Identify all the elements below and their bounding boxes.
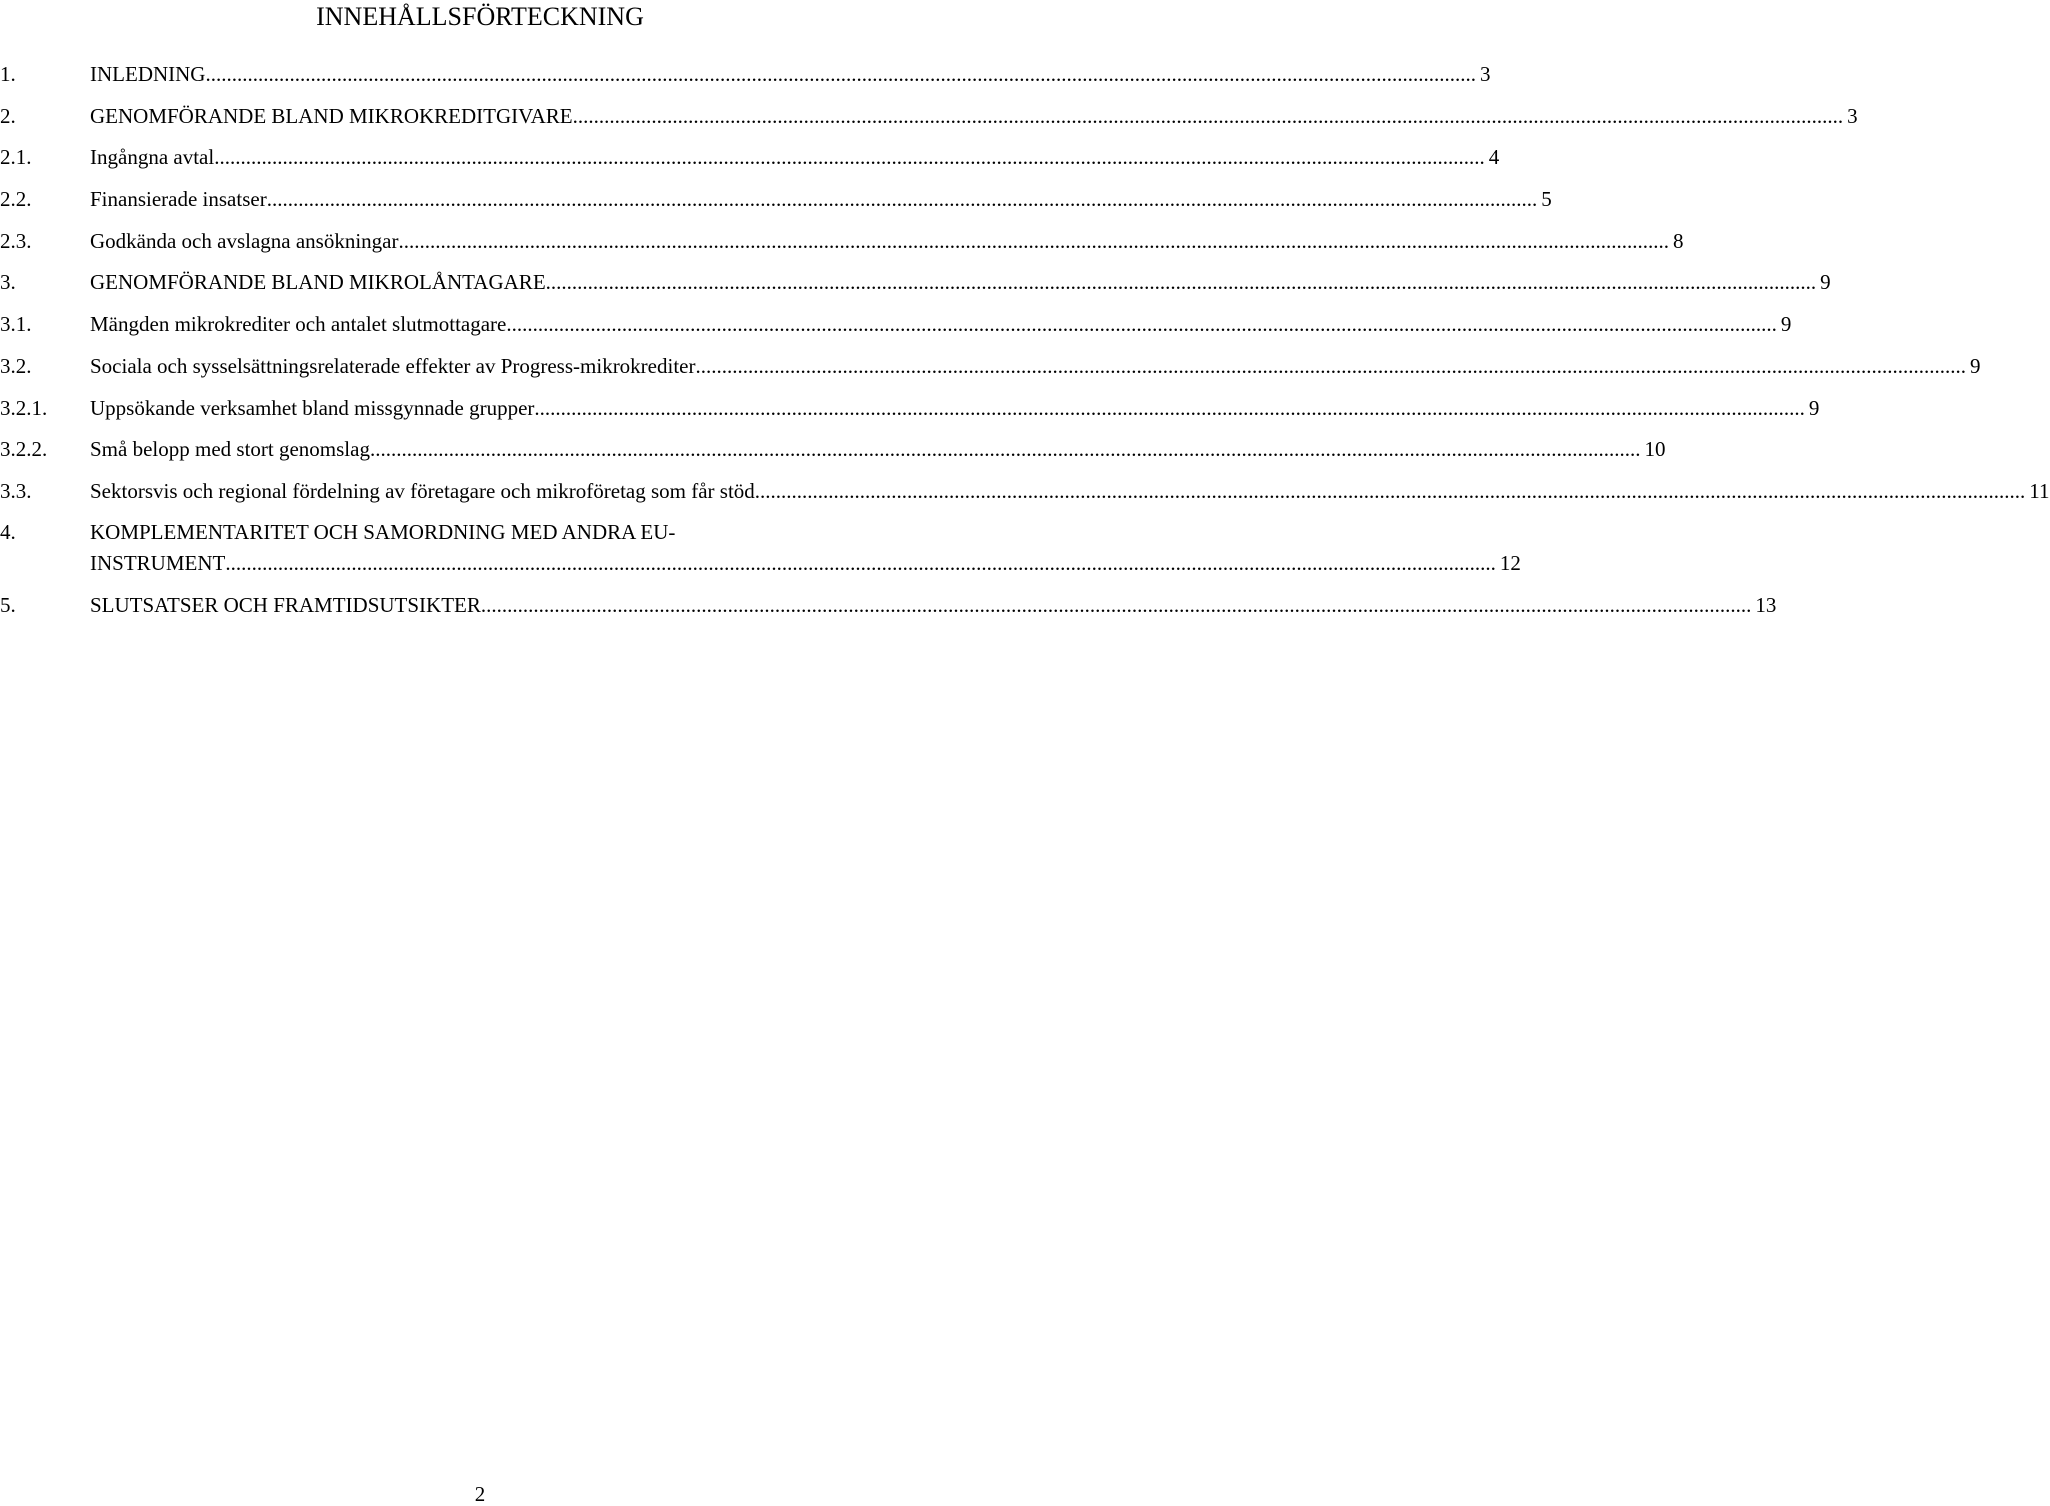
toc-entry-number: 3.2. (0, 353, 32, 378)
toc-entry-page: 3 (1847, 103, 1858, 128)
toc-dot-leader (481, 589, 1752, 621)
toc-entry-page: 12 (1499, 550, 1521, 575)
toc-entry-sma-belopp[interactable] (0, 433, 1666, 465)
toc-entry-number: 3.1. (0, 312, 32, 337)
toc-entry-page: 8 (1673, 228, 1684, 253)
toc-entry-title: Uppsökande verksamhet bland missgynnade grupper (90, 395, 535, 420)
toc-entry-page: 3 (1479, 62, 1491, 86)
toc-dot-leader (695, 350, 1966, 382)
toc-entry-number: 3.3. (0, 478, 32, 503)
toc-entry-number: 2.3. (0, 228, 32, 253)
toc-entry-page: 11 (2029, 478, 2050, 503)
toc-entry-title: Sektorsvis och regional fördelning av företagare och mikroföretag som får stöd (90, 478, 755, 503)
toc-entry-title: Ingångna avtal (90, 145, 215, 170)
page-number: 2 (474, 1482, 486, 1506)
toc-dot-leader (534, 392, 1805, 424)
toc-dot-leader (205, 58, 1476, 90)
toc-dot-leader (225, 548, 1496, 578)
toc-dot-leader (573, 100, 1844, 132)
toc-entry-number: 4. (0, 519, 16, 544)
toc-dot-leader (546, 266, 1817, 298)
toc-entry-title-line2: INSTRUMENT (90, 550, 226, 575)
toc-entry-page: 9 (1820, 270, 1831, 295)
toc-entry-page: 5 (1541, 187, 1552, 212)
toc-entry-number: 5. (0, 592, 16, 617)
toc-entry-uppsokande-verksamhet[interactable] (0, 392, 1820, 424)
table-of-contents (0, 58, 2050, 630)
toc-entry-title: INLEDNING (90, 62, 206, 86)
toc-dot-leader (755, 475, 2026, 507)
toc-entry-finansierade-insatser[interactable] (0, 183, 1552, 215)
toc-entry-komplementaritet[interactable] (0, 517, 1521, 578)
toc-entry-title: SLUTSATSER OCH FRAMTIDSUTSIKTER (90, 592, 481, 617)
toc-entry-number: 2. (0, 103, 16, 128)
page-title: INNEHÅLLSFÖRTECKNING (316, 2, 644, 31)
toc-entry-title: Mängden mikrokrediter och antalet slutmottagare (90, 312, 507, 337)
toc-entry-number: 3. (0, 270, 16, 295)
toc-dot-leader (267, 183, 1538, 215)
toc-entry-page: 10 (1644, 437, 1666, 462)
toc-entry-number: 3.2.2. (0, 437, 48, 462)
toc-entry-ingangna-avtal[interactable] (0, 141, 1500, 173)
toc-entry-number: 1. (0, 62, 16, 86)
toc-entry-page: 13 (1755, 592, 1777, 617)
toc-entry-mikrolantagare[interactable] (0, 266, 1831, 298)
toc-entry-title: Sociala och sysselsättningsrelaterade effekter av Progress-mikrokrediter (90, 353, 696, 378)
toc-entry-page: 9 (1969, 353, 1981, 378)
toc-entry-page: 9 (1780, 312, 1792, 337)
toc-entry-page: 4 (1488, 145, 1500, 170)
toc-entry-number: 2.2. (0, 187, 32, 212)
toc-entry-godkanda-ansokningar[interactable] (0, 225, 1684, 257)
toc-entry-mangden-mikrokrediter[interactable] (0, 308, 1792, 340)
toc-entry-sociala-effekter[interactable] (0, 350, 1981, 382)
toc-entry-title-line1: KOMPLEMENTARITET OCH SAMORDNING MED ANDRA EU- (90, 520, 676, 545)
toc-entry-title: GENOMFÖRANDE BLAND MIKROLÅNTAGARE (90, 270, 546, 295)
toc-entry-page: 9 (1808, 395, 1820, 420)
toc-dot-leader (506, 308, 1777, 340)
toc-entry-mikrokreditgivare[interactable] (0, 100, 1858, 132)
toc-entry-number: 2.1. (0, 145, 32, 170)
toc-dot-leader (370, 433, 1641, 465)
toc-entry-title: Godkända och avslagna ansökningar (90, 228, 399, 253)
toc-entry-title: Små belopp med stort genomslag (90, 437, 370, 462)
toc-entry-title: Finansierade insatser (90, 187, 267, 212)
toc-dot-leader (399, 225, 1670, 257)
toc-entry-inledning[interactable] (0, 58, 1491, 90)
toc-entry-number: 3.2.1. (0, 395, 48, 420)
toc-entry-sektorsvis-fordelning[interactable] (0, 475, 2050, 507)
toc-entry-slutsatser[interactable] (0, 589, 1777, 621)
toc-entry-title: GENOMFÖRANDE BLAND MIKROKREDITGIVARE (90, 103, 573, 128)
toc-dot-leader (214, 141, 1485, 173)
